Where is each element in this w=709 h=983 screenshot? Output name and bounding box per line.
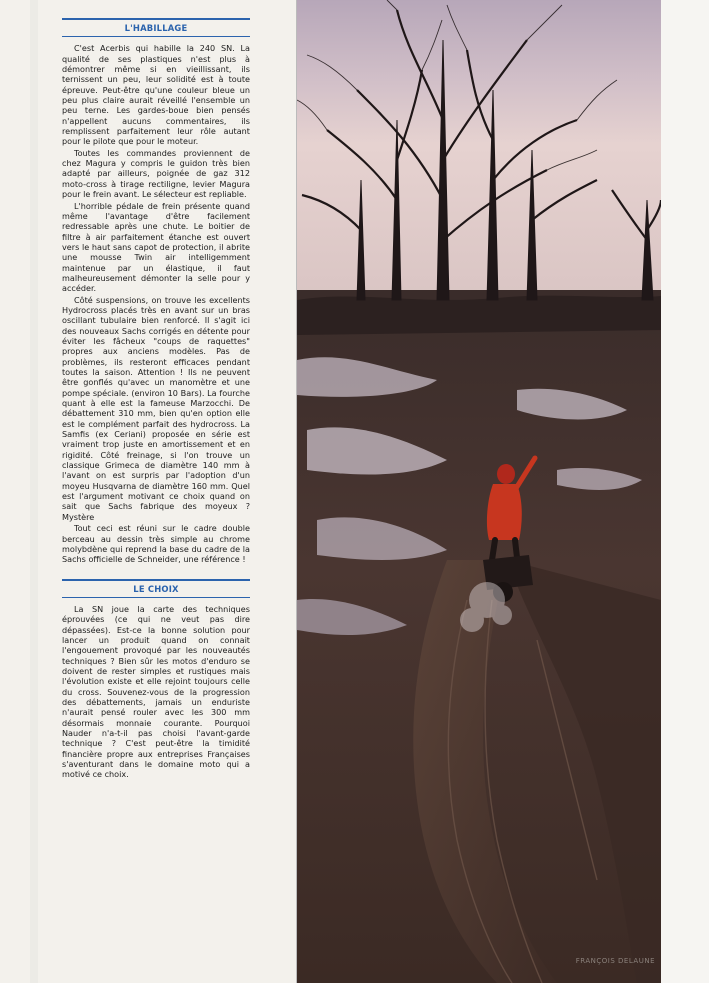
article-text-column xyxy=(62,18,250,780)
paragraph: C'est Acerbis qui habille la 240 SN. La qualité de ses plastiques n'est plus à démontrer même si en vieillissant, ils ternissent un peu, leur solidité est à toute épreuve. Peut-être qu'une couleur bleue un peu plus claire aurait réveillé l'ensemble un peu terne. Les gardes-boue bien pensés n'appellent aucuns commentaires, ils remplissent parfaitement leur rôle autant pour le pilote que pour le moteur. xyxy=(62,43,250,147)
paragraph: L'horrible pédale de frein présente quand même l'avantage d'être facilement redressable après une chute. Le boitier de filtre à air parfaitement étanche est ouvert vers le haut sans capot de protection, il abrite une mousse Twin air intelligemment maintenue par un élastique, il faut malheureusement démonter la selle pour y accéder. xyxy=(62,200,250,294)
paragraph: Toutes les commandes proviennent de chez Magura y compris le guidon très bien adapté par ailleurs, poignée de gaz 312 moto-cross à tirage rectiligne, levier Magura pour le frein avant. Le sélecteur est repliable. xyxy=(62,147,250,200)
paragraph: Tout ceci est réuni sur le cadre double berceau au dessin très simple au chrome molybdène qui reprend la base du cadre de la Sachs officielle de Schneider, une référence ! xyxy=(62,523,250,565)
page-gutter xyxy=(30,0,38,983)
paragraph: La SN joue la carte des techniques éprouvées (ce qui ne veut pas dire dépassées). Est-ce la bonne solution pour lancer un produit quand on connait l'engouement provoqué par les nouveautés techniques ? Bien sûr les motos d'enduro se doivent de rester simples et rustiques mais l'évolution existe et elle rejoint toujours celle du cross. Souvenez-vous de la progression des débattements, jamais un enduriste n'aurait pensé rouler avec les 300 mm désormais monnaie courante. Pourquoi Nauder n'a-t-il pas choisi l'avant-garde technique ? C'est peut-être la timidité financière propre aux entreprises Françaises s'aventurant dans le domaine moto qui a motivé ce choix. xyxy=(62,603,250,780)
photo-credit: FRANÇOIS DELAUNE xyxy=(575,957,655,965)
right-margin xyxy=(661,0,709,983)
section-heading-habillage: L'HABILLAGE xyxy=(62,18,250,37)
section-heading-choix: LE CHOIX xyxy=(62,579,250,598)
paragraph: Côté suspensions, on trouve les excellents Hydrocross placés très en avant sur un bras oscillant tubulaire bien renforcé. Il s'agit ici des nouveaux Sachs corrigés en détente pour éviter les fâcheux "coups de raquettes" propres aux anciens modèles. Pas de problèmes, ils resteront efficaces pendant toutes la saison. Attention ! Ils ne peuvent être gonflés qu'avec un manomètre et une pompe spéciale. (environ 10 Bars). La fourche quant à elle est la fameuse Marzocchi. De débattement 310 mm, bien qu'en option elle est le complément parfait des hydrocross. La Samfis (ex Ceriani) proposée en série est vraiment trop juste en amortissement et en rigidité. Côté freinage, si l'on trouve un classique Grimeca de diamètre 140 mm à l'avant on est surpris par l'adoption d'un moyeu Husqvarna de diamètre 160 mm. Quel est l'argument motivant ce choix quand on sait que Sachs fabrique des moyeux ? Mystère xyxy=(62,294,250,522)
enduro-photo xyxy=(296,0,661,983)
photo-illustration xyxy=(297,0,661,983)
